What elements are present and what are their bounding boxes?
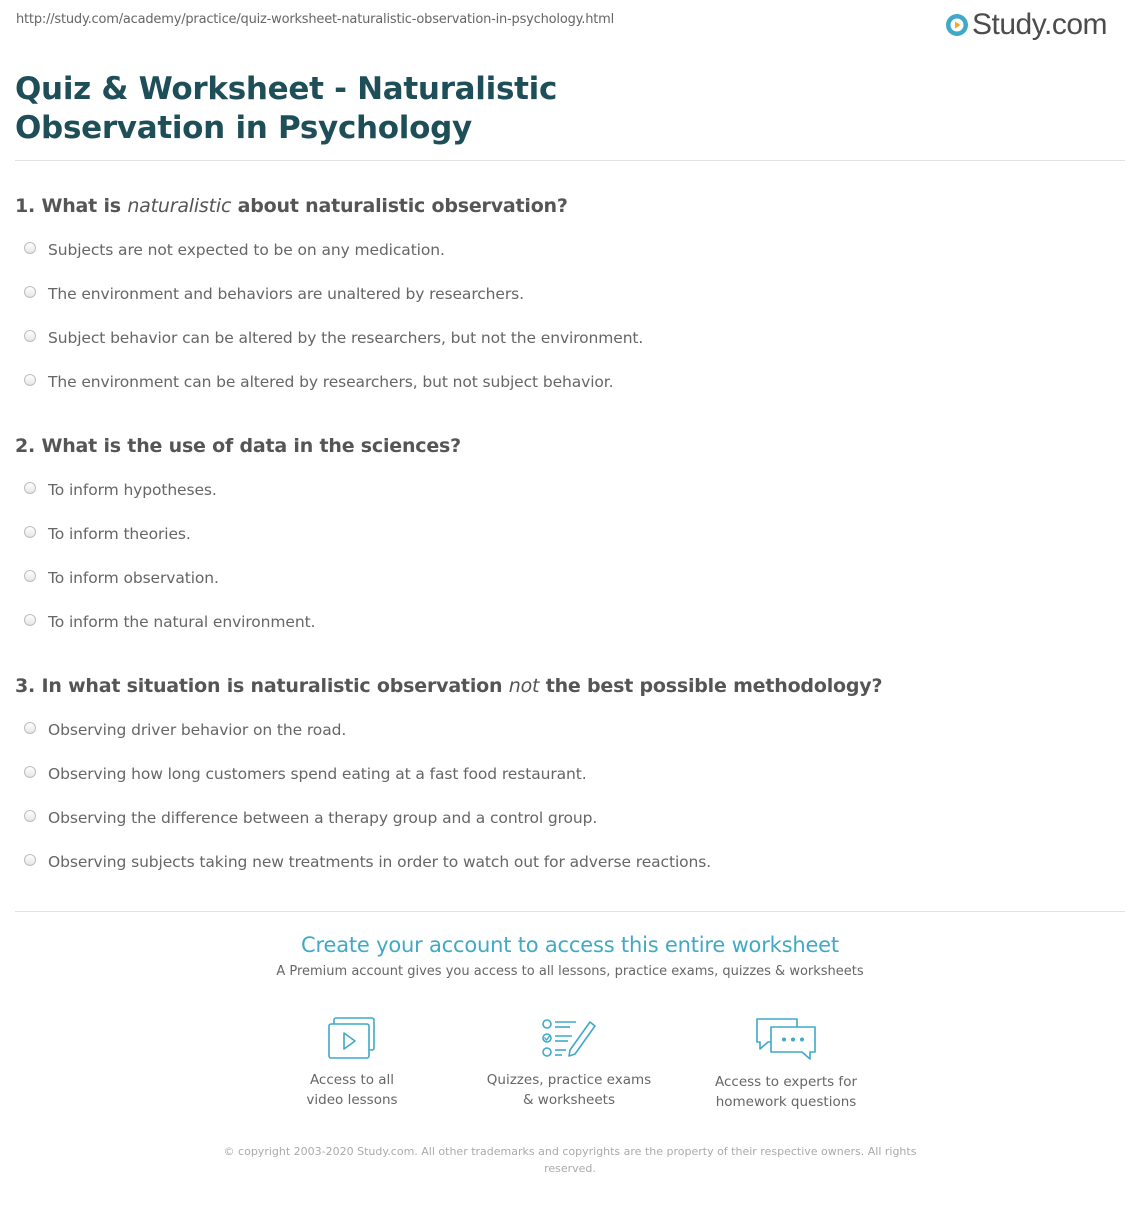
feature-video-lessons: [252, 1016, 452, 1110]
answer-text: To inform theories.: [48, 525, 191, 543]
section-divider: [15, 911, 1125, 912]
question-text: the best possible methodology?: [545, 675, 883, 697]
copyright-notice: © copyright 2003-2020 Study.com. All other trademarks and copyrights are the property of their respective owners. All rights reserved.: [223, 1145, 917, 1175]
answer-option[interactable]: [15, 708, 1115, 752]
question-text: What is: [41, 195, 121, 217]
answer-option[interactable]: [15, 752, 1115, 796]
answer-text: Observing subjects taking new treatments in order to watch out for adverse reactions.: [48, 853, 712, 871]
answer-text: Subject behavior can be altered by the researchers, but not the environment.: [48, 329, 644, 347]
question-text: What is the use of data in the sciences?: [41, 435, 461, 457]
question-2: [15, 434, 1115, 644]
answer-text: To inform hypotheses.: [48, 481, 217, 499]
radio-button[interactable]: [24, 722, 36, 734]
radio-button[interactable]: [24, 482, 36, 494]
radio-button[interactable]: [24, 526, 36, 538]
title-divider: [15, 160, 1125, 161]
radio-button[interactable]: [24, 374, 36, 386]
answer-option[interactable]: [15, 840, 1115, 884]
feature-label-line: Access to all: [309, 1072, 395, 1088]
question-emphasis: not: [508, 675, 540, 697]
premium-description: A Premium account gives you access to all lessons, practice exams, quizzes & worksheets: [276, 964, 864, 979]
question-emphasis: naturalistic: [127, 195, 232, 217]
answer-text: Observing how long customers spend eating at a fast food restaurant.: [48, 765, 587, 783]
feature-label-line: video lessons: [306, 1092, 398, 1108]
question-text: about naturalistic observation?: [237, 195, 568, 217]
page-title: Quiz & Worksheet - Naturalistic Observation in Psychology: [15, 71, 558, 146]
radio-button[interactable]: [24, 330, 36, 342]
play-logo-icon: [945, 13, 969, 37]
feature-label: [252, 1070, 452, 1110]
question-3: [15, 674, 1115, 884]
question-number: 1.: [15, 195, 36, 217]
question-text: In what situation is naturalistic observation: [41, 675, 503, 697]
answer-option[interactable]: [15, 600, 1115, 644]
answer-text: To inform the natural environment.: [48, 613, 316, 631]
quiz-list-icon: [540, 1016, 598, 1060]
feature-experts: [686, 1016, 886, 1112]
chat-bubbles-icon: [754, 1016, 818, 1062]
feature-label-line: Quizzes, practice exams: [486, 1072, 652, 1088]
answer-list: [15, 468, 1115, 644]
radio-button[interactable]: [24, 810, 36, 822]
answer-option[interactable]: [15, 272, 1115, 316]
answer-option[interactable]: [15, 360, 1115, 404]
feature-label-line: & worksheets: [522, 1092, 615, 1108]
answer-option[interactable]: [15, 556, 1115, 600]
logo-text: Study.com: [972, 8, 1107, 41]
question-1: [15, 194, 1115, 404]
question-title: [15, 434, 1115, 458]
answer-option[interactable]: [15, 228, 1115, 272]
radio-button[interactable]: [24, 286, 36, 298]
question-title: [15, 674, 1115, 698]
study-logo[interactable]: [945, 8, 1107, 42]
feature-label-line: homework questions: [715, 1094, 857, 1110]
answer-option[interactable]: [15, 468, 1115, 512]
question-number: 2.: [15, 435, 36, 457]
answer-list: [15, 228, 1115, 404]
feature-label: [469, 1070, 669, 1110]
answer-text: The environment and behaviors are unaltered by researchers.: [48, 285, 524, 303]
answer-option[interactable]: [15, 796, 1115, 840]
answer-text: To inform observation.: [48, 569, 219, 587]
radio-button[interactable]: [24, 766, 36, 778]
answer-text: Observing the difference between a therapy group and a control group.: [48, 809, 598, 827]
feature-label: [686, 1072, 886, 1112]
answer-option[interactable]: [15, 512, 1115, 556]
answer-text: Subjects are not expected to be on any medication.: [48, 241, 445, 259]
answer-option[interactable]: [15, 316, 1115, 360]
radio-button[interactable]: [24, 242, 36, 254]
create-account-link[interactable]: Create your account to access this entire worksheet: [301, 933, 839, 957]
radio-button[interactable]: [24, 854, 36, 866]
radio-button[interactable]: [24, 614, 36, 626]
answer-text: The environment can be altered by researchers, but not subject behavior.: [48, 373, 614, 391]
radio-button[interactable]: [24, 570, 36, 582]
feature-label-line: Access to experts for: [714, 1074, 857, 1090]
page-url: http://study.com/academy/practice/quiz-worksheet-naturalistic-observation-in-psychology.html: [16, 12, 615, 27]
video-lesson-icon: [325, 1016, 379, 1060]
answer-list: [15, 708, 1115, 884]
feature-quizzes: [469, 1016, 669, 1110]
question-title: [15, 194, 1115, 218]
question-number: 3.: [15, 675, 36, 697]
answer-text: Observing driver behavior on the road.: [48, 721, 347, 739]
